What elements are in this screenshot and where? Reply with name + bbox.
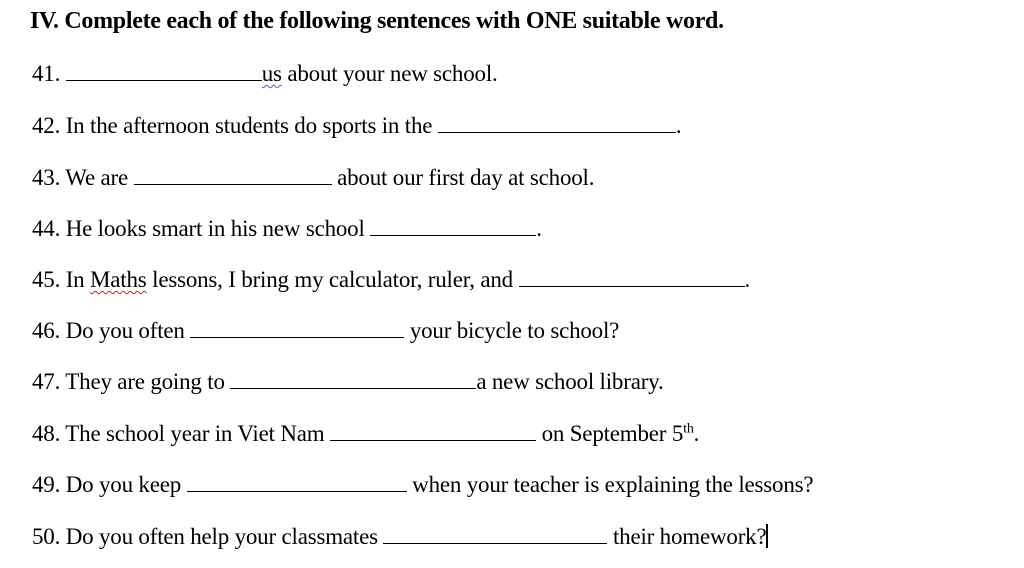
- sentence-48: [32, 421, 699, 447]
- item-text-before: Do you often help your classmates: [65, 524, 378, 549]
- sentence-41: [32, 61, 498, 87]
- answer-blank-46[interactable]: [190, 319, 404, 338]
- item-text-after: when your teacher is explaining the lessons?: [412, 472, 814, 497]
- item-number: 41.: [32, 61, 61, 86]
- answer-blank-45[interactable]: [519, 268, 745, 287]
- item-text-marked: Maths: [90, 267, 147, 292]
- sentence-44: [32, 216, 542, 242]
- item-text-after: a new school library.: [476, 369, 664, 394]
- item-text-after: about our first day at school.: [337, 165, 595, 190]
- sentence-49: [32, 472, 813, 498]
- item-number: 48.: [32, 421, 61, 446]
- sentence-50: [32, 524, 768, 550]
- item-number: 43.: [32, 165, 61, 190]
- item-text-after: their homework?: [612, 524, 767, 549]
- item-text-after: .: [675, 113, 682, 138]
- exercise-heading: IV. Complete each of the following sentences with ONE suitable word.: [30, 8, 724, 34]
- item-text-before: Do you keep: [65, 472, 182, 497]
- sentence-45: [32, 267, 750, 293]
- item-text-before-cont: lessons, I bring my calculator, ruler, and: [152, 267, 513, 292]
- item-number: 45.: [32, 267, 61, 292]
- item-number: 47.: [32, 369, 61, 394]
- answer-blank-50[interactable]: [383, 525, 607, 544]
- text-cursor: [766, 524, 768, 548]
- sentence-46: [32, 318, 619, 344]
- item-text-before: He looks smart in his new school: [65, 216, 365, 241]
- sentence-43: [32, 165, 594, 191]
- item-text-after: .: [536, 216, 542, 241]
- item-text-marked: us: [261, 61, 282, 86]
- answer-blank-44[interactable]: [370, 217, 536, 236]
- item-text-end: .: [693, 421, 700, 446]
- sentence-47: [32, 369, 664, 395]
- item-number: 44.: [32, 216, 61, 241]
- answer-blank-42[interactable]: [438, 114, 676, 133]
- item-number: 49.: [32, 472, 61, 497]
- item-text-before: They are going to: [65, 369, 225, 394]
- item-text-after: on September 5: [541, 421, 684, 446]
- item-text-after: .: [744, 267, 751, 292]
- item-number: 42.: [32, 113, 61, 138]
- answer-blank-47[interactable]: [230, 370, 476, 389]
- ordinal-suffix: th: [683, 421, 694, 437]
- item-number: 50.: [32, 524, 61, 549]
- answer-blank-41[interactable]: [66, 62, 262, 81]
- answer-blank-48[interactable]: [330, 422, 536, 441]
- item-text-before: We are: [65, 165, 128, 190]
- sentence-42: [32, 113, 681, 139]
- answer-blank-49[interactable]: [187, 473, 407, 492]
- item-text-before: The school year in Viet Nam: [65, 421, 325, 446]
- item-text-before: In the afternoon students do sports in the: [65, 113, 433, 138]
- item-text-after: about your new school.: [281, 61, 498, 86]
- item-text-before: Do you often: [65, 318, 185, 343]
- answer-blank-43[interactable]: [134, 166, 332, 185]
- item-text-after: your bicycle to school?: [409, 318, 620, 343]
- item-text-before: In: [65, 267, 85, 292]
- item-number: 46.: [32, 318, 61, 343]
